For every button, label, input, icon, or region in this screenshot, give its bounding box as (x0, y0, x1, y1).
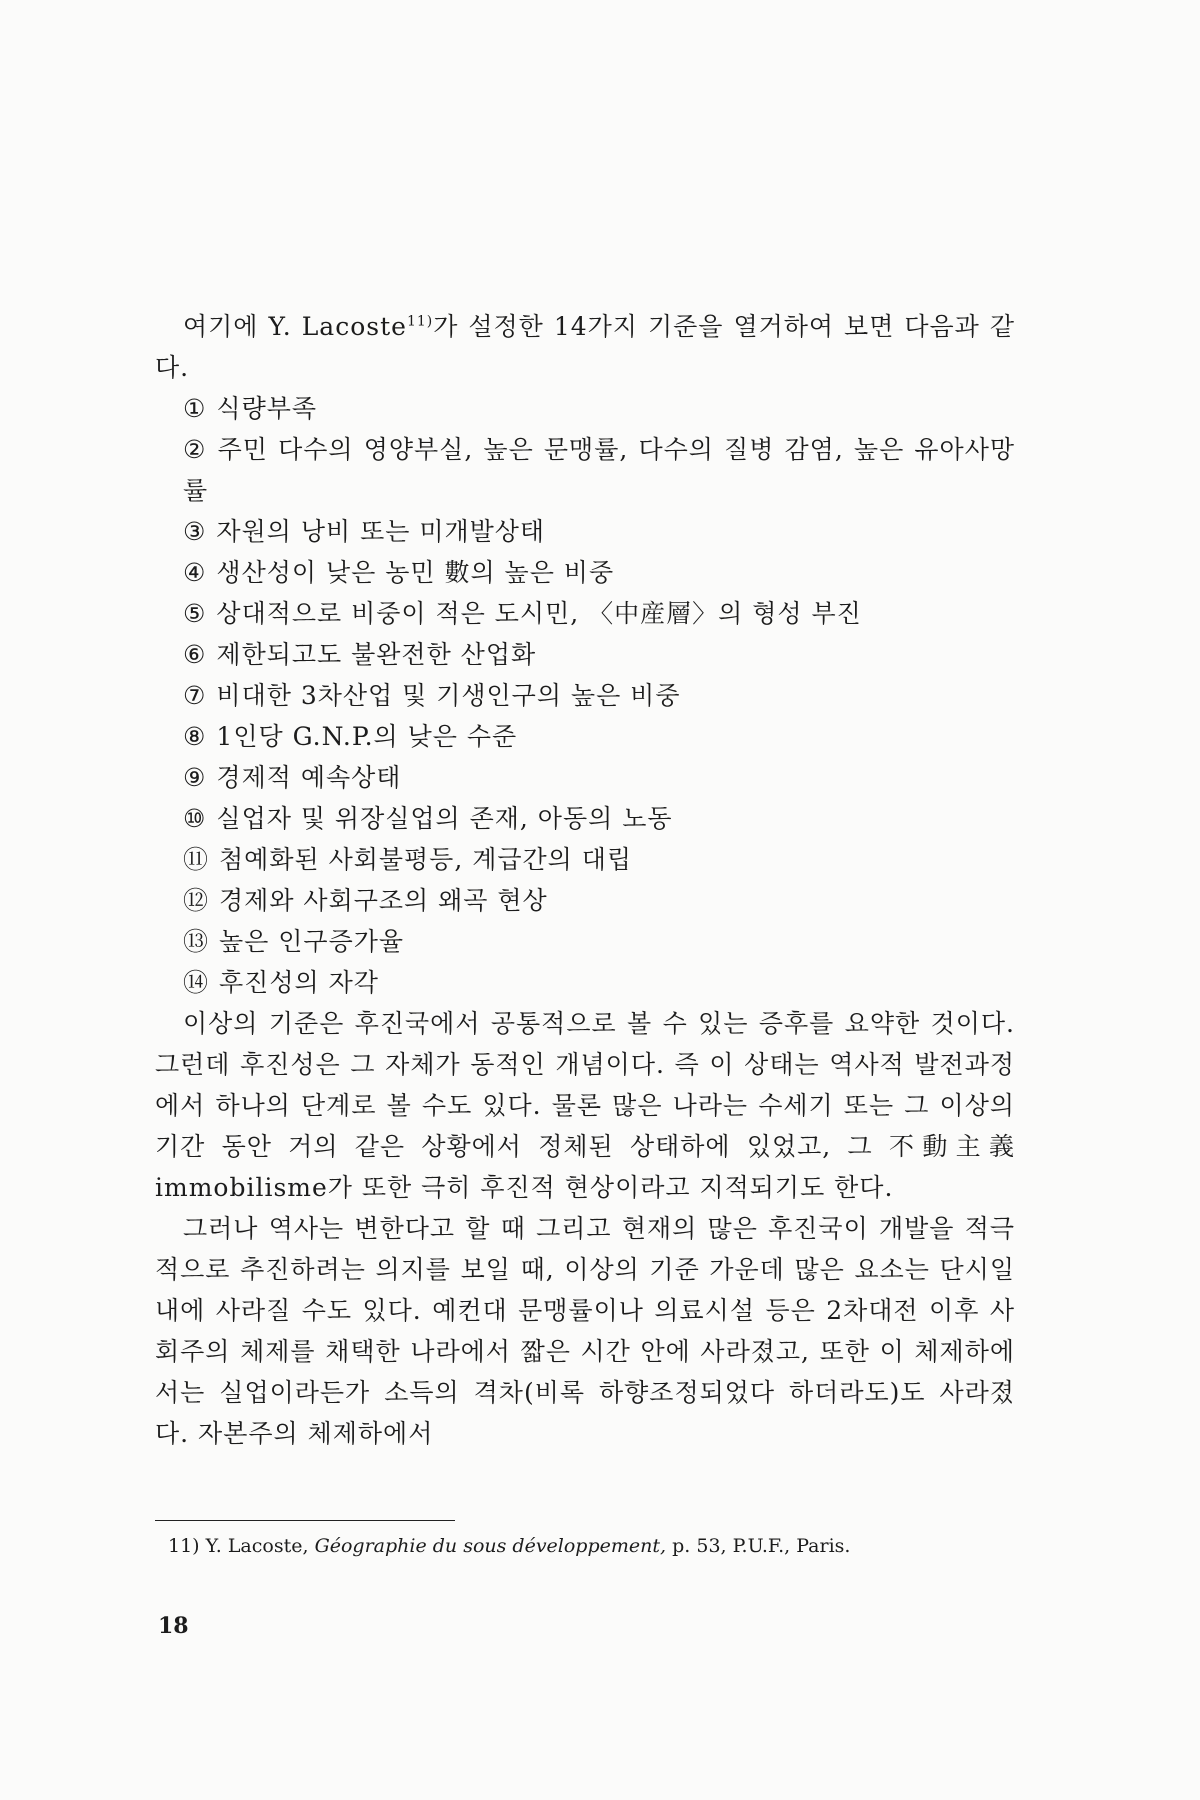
criteria-number: ③ (183, 517, 207, 546)
criteria-text: 1인당 G.N.P.의 낮은 수준 (216, 722, 518, 751)
criteria-text: 후진성의 자각 (219, 968, 379, 997)
footnote (168, 1532, 1028, 1560)
criteria-item (155, 880, 1015, 921)
criteria-item (155, 675, 1015, 716)
criteria-text: 상대적으로 비중이 적은 도시민, 〈中産層〉의 형성 부진 (216, 599, 862, 628)
footnote-author: Y. Lacoste, (205, 1535, 309, 1557)
criteria-text: 비대한 3차산업 및 기생인구의 높은 비중 (216, 681, 681, 710)
criteria-number: ⑤ (183, 599, 207, 628)
criteria-number: ⑥ (183, 640, 207, 669)
criteria-item (155, 921, 1015, 962)
footnote-marker: 11) (168, 1535, 200, 1557)
criteria-number: ④ (183, 558, 207, 587)
criteria-text: 실업자 및 위장실업의 존재, 아동의 노동 (216, 804, 673, 833)
criteria-text: 첨예화된 사회불평등, 계급간의 대립 (219, 845, 633, 874)
intro-text: 여기에 Y. Lacoste (183, 312, 407, 341)
criteria-item (155, 511, 1015, 552)
criteria-number: ⑨ (183, 763, 207, 792)
page-number: 18 (158, 1613, 189, 1639)
criteria-text: 주민 다수의 영양부실, 높은 문맹률, 다수의 질병 감염, 높은 유아사망률 (183, 435, 1015, 505)
intro-paragraph (155, 306, 1015, 388)
criteria-item (155, 388, 1015, 429)
intro-text-continued: 가 설정한 14가지 기준을 열거하여 보면 다음과 같다. (155, 312, 1015, 382)
criteria-number: ⑬ (183, 927, 210, 956)
criteria-item (155, 552, 1015, 593)
footnote-divider (155, 1520, 455, 1521)
criteria-item (155, 962, 1015, 1003)
criteria-text: 자원의 낭비 또는 미개발상태 (216, 517, 546, 546)
criteria-number: ② (183, 435, 208, 464)
body-text (155, 306, 1015, 1454)
criteria-item (155, 798, 1015, 839)
criteria-text: 경제적 예속상태 (216, 763, 402, 792)
footnote-title: Géographie du sous développement, (314, 1535, 667, 1557)
criteria-number: ⑪ (183, 845, 210, 874)
criteria-number: ⑦ (183, 681, 207, 710)
criteria-number: ⑩ (183, 804, 207, 833)
criteria-number: ⑧ (183, 722, 207, 751)
criteria-number: ⑫ (183, 886, 210, 915)
criteria-list (155, 388, 1015, 1003)
criteria-text: 경제와 사회구조의 왜곡 현상 (219, 886, 548, 915)
criteria-item (155, 716, 1015, 757)
criteria-item (155, 634, 1015, 675)
criteria-number: ① (183, 394, 207, 423)
criteria-text: 식량부족 (216, 394, 318, 423)
criteria-text: 생산성이 낮은 농민 數의 높은 비중 (216, 558, 615, 587)
body-paragraph-1: 이상의 기준은 후진국에서 공통적으로 볼 수 있는 증후를 요약한 것이다. 그런데 후진성은 그 자체가 동적인 개념이다. 즉 이 상태는 역사적 발전과정에서 하나의 단계로 볼 수도 있다. 물론 많은 나라는 수세기 또는 그 이상의 기간 동안 거의 같은 상황에서 정체된 상태하에 있었고, 그 不動主義 immobilisme가 또한 극히 후진적 현상이라고 지적되기도 한다. (155, 1009, 1015, 1202)
criteria-text: 제한되고도 불완전한 산업화 (216, 640, 537, 669)
body-paragraph-2: 그러나 역사는 변한다고 할 때 그리고 현재의 많은 후진국이 개발을 적극적으로 추진하려는 의지를 보일 때, 이상의 기준 가운데 많은 요소는 단시일내에 사라질 수도 있다. 예컨대 문맹률이나 의료시설 등은 2차대전 이후 사회주의 체제를 채택한 나라에서 짧은 시간 안에 사라졌고, 또한 이 체제하에서는 실업이라든가 소득의 격차(비록 하향조정되었다 하더라도)도 사라졌다. 자본주의 체제하에서 (155, 1214, 1015, 1448)
footnote-reference: 11) (406, 313, 434, 330)
footnote-citation: p. 53, P.U.F., Paris. (672, 1535, 851, 1557)
criteria-item (155, 593, 1015, 634)
criteria-item (155, 839, 1015, 880)
criteria-number: ⑭ (183, 968, 210, 997)
criteria-text: 높은 인구증가율 (219, 927, 405, 956)
criteria-item (155, 429, 1015, 511)
criteria-item (155, 757, 1015, 798)
